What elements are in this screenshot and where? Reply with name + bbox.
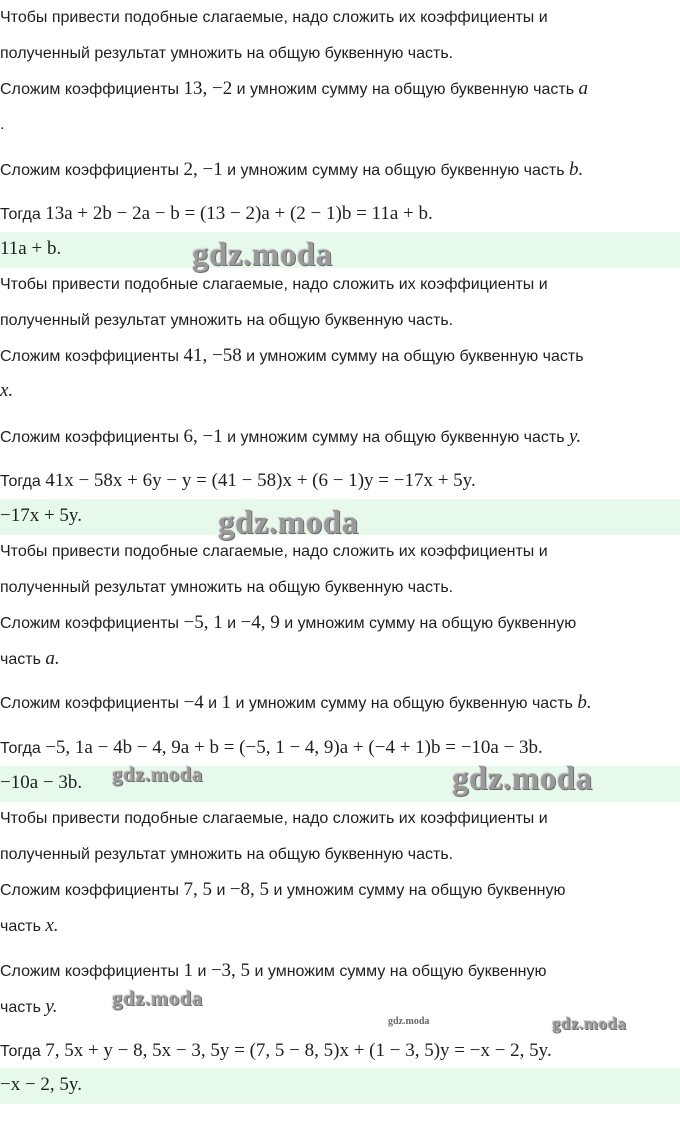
answer: −10a − 3b. <box>0 772 83 793</box>
equation: −5, 1a − 4b − 4, 9a + b = (−5, 1 − 4, 9)a + (−4 + 1)b = −10a − 3b. <box>45 737 543 758</box>
intro-line-1: Чтобы привести подобные слагаемые, надо сложить их коэффициенты и <box>0 276 548 293</box>
coefficients: −5, 1 <box>183 612 223 633</box>
step-text: и умножим сумму на общую буквенную часть <box>222 162 569 179</box>
variable: b. <box>577 692 592 713</box>
answer: −17x + 5y. <box>0 505 82 526</box>
step-text: и <box>222 615 241 632</box>
step-text: Сложим коэффициенты <box>0 882 184 899</box>
then-word: Тогда <box>0 206 46 223</box>
watermark: gdz.moda <box>112 762 203 786</box>
variable: y. <box>568 426 582 447</box>
step-1-line <box>0 612 680 635</box>
step-1-line <box>0 345 680 368</box>
step-text: часть <box>0 651 46 668</box>
step-2-line <box>0 960 680 983</box>
intro-line-2: полученный результат умножить на общую буквенную часть. <box>0 312 454 329</box>
coefficients: −4, 9 <box>240 612 280 633</box>
variable: x. <box>45 915 59 936</box>
coefficients: 7, 5 <box>183 879 212 900</box>
step-2-line <box>0 426 680 449</box>
coefficients: −3, 5 <box>210 960 251 981</box>
watermark: gdz.moda <box>452 761 593 797</box>
step-text: и умножим сумму на общую буквенную часть <box>222 429 569 446</box>
intro-line-2: полученный результат умножить на общую буквенную часть. <box>0 45 454 62</box>
then-word: Тогда <box>0 740 46 757</box>
intro-line-1: Чтобы привести подобные слагаемые, надо сложить их коэффициенты и <box>0 543 548 560</box>
then-line <box>0 470 680 493</box>
step-text: и <box>203 695 222 712</box>
step-1-line <box>0 78 680 101</box>
answer: −x − 2, 5y. <box>0 1074 82 1095</box>
step-1-cont <box>0 380 680 403</box>
step-text: и <box>193 963 211 980</box>
variable: y. <box>45 996 58 1017</box>
intro-line-1: Чтобы привести подобные слагаемые, надо сложить их коэффициенты и <box>0 9 548 26</box>
intro-line-1: Чтобы привести подобные слагаемые, надо сложить их коэффициенты и <box>0 810 548 827</box>
step-1-cont <box>0 915 680 938</box>
intro-line-2: полученный результат умножить на общую буквенную часть. <box>0 579 454 596</box>
step-text: Сложим коэффициенты <box>0 615 184 632</box>
step-text: Сложим коэффициенты <box>0 348 184 365</box>
step-1-tail: . <box>0 116 5 133</box>
answer-box <box>0 232 680 268</box>
step-2-line <box>0 159 680 182</box>
step-1-line <box>0 879 680 902</box>
then-word: Тогда <box>0 1043 46 1060</box>
step-text: Сложим коэффициенты <box>0 429 184 446</box>
step-text: и умножим сумму на общую буквенную <box>250 963 547 980</box>
step-text: Сложим коэффициенты <box>0 695 184 712</box>
step-text: и умножим сумму на общую буквенную <box>269 882 566 899</box>
equation: 13a + 2b − 2a − b = (13 − 2)a + (2 − 1)b = 11a + b. <box>45 203 433 224</box>
step-text: часть <box>0 918 46 935</box>
variable: b. <box>568 159 584 180</box>
coefficients: 41, −58 <box>183 345 242 366</box>
step-text: Сложим коэффициенты <box>0 81 184 98</box>
then-word: Тогда <box>0 473 46 490</box>
step-2-line <box>0 692 680 715</box>
coefficients: 6, −1 <box>183 426 223 447</box>
variable: a <box>578 78 588 99</box>
step-text: и умножим сумму на общую буквенную часть <box>231 695 578 712</box>
answer: 11a + b. <box>0 238 62 259</box>
step-1-cont <box>0 648 680 671</box>
coefficients: −8, 5 <box>229 879 270 900</box>
step-text: Сложим коэффициенты <box>0 963 184 980</box>
variable: x. <box>0 380 14 401</box>
variable: a. <box>45 648 60 669</box>
step-text: Сложим коэффициенты <box>0 162 184 179</box>
then-line <box>0 1040 680 1063</box>
watermark: gdz.moda <box>218 505 359 541</box>
then-line <box>0 203 680 226</box>
watermark: gdz.moda <box>388 1016 430 1027</box>
step-text: часть <box>0 999 46 1016</box>
step-text: и умножим сумму на общую буквенную <box>279 615 577 632</box>
answer-box <box>0 1068 680 1104</box>
intro-line-2: полученный результат умножить на общую буквенную часть. <box>0 846 454 863</box>
step-text: и умножим сумму на общую буквенную часть <box>232 81 579 98</box>
coefficients: −4 <box>183 692 204 713</box>
step-text: и <box>212 882 230 899</box>
coefficients: 1 <box>221 692 232 713</box>
watermark: gdz.moda <box>112 986 203 1010</box>
equation: 41x − 58x + 6y − y = (41 − 58)x + (6 − 1)y = −17x + 5y. <box>45 470 476 491</box>
equation: 7, 5x + y − 8, 5x − 3, 5y = (7, 5 − 8, 5)x + (1 − 3, 5)y = −x − 2, 5y. <box>45 1040 552 1061</box>
watermark: gdz.moda <box>192 237 333 273</box>
step-text: и умножим сумму на общую буквенную часть <box>241 348 584 365</box>
coefficients: 1 <box>183 960 193 981</box>
watermark: gdz.moda <box>552 1014 627 1033</box>
then-line <box>0 737 680 760</box>
coefficients: 13, −2 <box>183 78 233 99</box>
coefficients: 2, −1 <box>183 159 223 180</box>
